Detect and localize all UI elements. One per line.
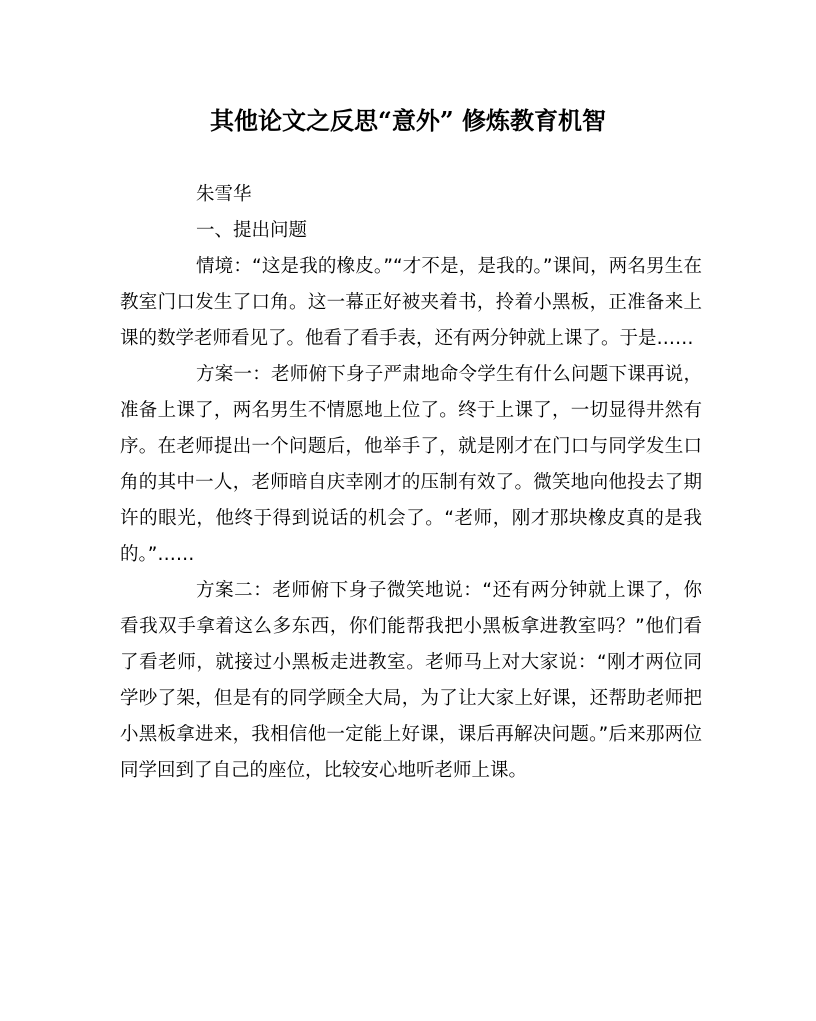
paragraph-plan-one: 方案一：老师俯下身子严肃地命令学生有什么问题下课再说，准备上课了，两名男生不情愿地上位了。终于上课了，一切显得井然有序。在老师提出一个问题后，他举手了，就是刚才在门口与同学发生口角的其中一人，老师暗自庆幸刚才的压制有效了。微笑地向他投去了期许的眼光，他终于得到说话的机会了。“老师，刚才那块橡皮真的是我的。”……	[120, 364, 702, 565]
document-title: 其他论文之反思“意外” 修炼教育机智	[210, 106, 606, 135]
author-name: 朱雪华	[196, 184, 252, 205]
section-heading: 一、提出问题	[196, 220, 308, 241]
paragraph-plan-two: 方案二：老师俯下身子微笑地说：“还有两分钟就上课了，你看我双手拿着这么多东西，你们能帮我把小黑板拿进教室吗？”他们看了看老师，就接过小黑板走进教室。老师马上对大家说：“刚才两位同学吵了架，但是有的同学顾全大局，为了让大家上好课，还帮助老师把小黑板拿进来，我相信他一定能上好课，课后再解决问题。”后来那两位同学回到了自己的座位，比较安心地听老师上课。	[120, 580, 702, 781]
paragraph-situation: 情境：“这是我的橡皮。”“才不是，是我的。”课间，两名男生在教室门口发生了口角。这一幕正好被夹着书，拎着小黑板，正准备来上课的数学老师看见了。他看了看手表，还有两分钟就上课了。于是……	[120, 256, 702, 349]
document-body	[120, 177, 702, 789]
